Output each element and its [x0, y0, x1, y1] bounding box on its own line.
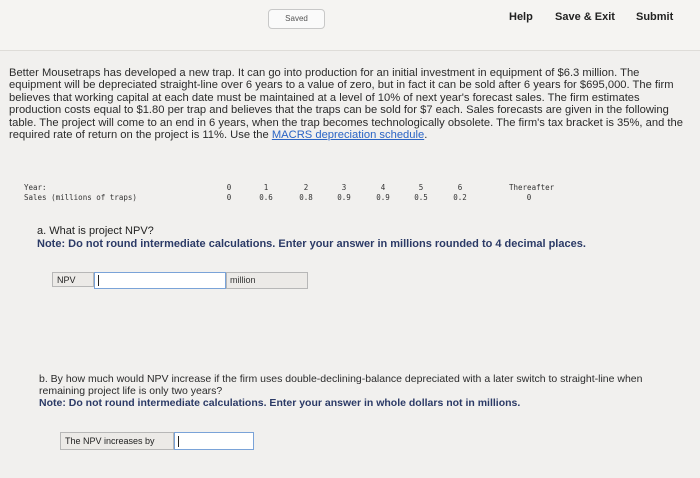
question-text	[9, 67, 689, 141]
help-button[interactable]: Help	[509, 11, 533, 23]
sales-cell: 0.9	[376, 193, 390, 202]
year-cell: 1	[263, 183, 269, 192]
part-b	[39, 373, 679, 409]
question-end: .	[424, 129, 428, 142]
year-cell: 4	[380, 183, 386, 192]
npv-increase-label: The NPV increases by	[60, 432, 174, 450]
part-a	[37, 225, 586, 251]
sales-cell: 0.6	[259, 193, 273, 202]
year-cell: Thereafter	[509, 183, 555, 192]
save-exit-button[interactable]: Save & Exit	[555, 11, 615, 23]
submit-button[interactable]: Submit	[636, 11, 674, 23]
macrs-schedule-link[interactable]: MACRS depreciation schedule	[271, 129, 425, 142]
sales-cell: 0	[226, 193, 232, 202]
npv-input[interactable]	[94, 272, 226, 289]
sales-cell: 0.2	[453, 193, 467, 202]
top-toolbar	[0, 0, 700, 51]
sales-cell: 0.9	[337, 193, 351, 202]
year-cell: 5	[418, 183, 424, 192]
sales-row-label: Sales (millions of traps)	[24, 193, 137, 202]
saved-status-badge: Saved	[268, 9, 325, 29]
question-body: Better Mousetraps has developed a new trap. It can go into production for an initial investment in equipment of $6.3 million. The equipment will be depreciated straight-line over 6 years to a value of zero, but in fact it can be sold after 6 years for $695,000. The firm believes that working capital at each date must be maintained at a level of 10% of next year's forecast sales. The firm estimates production costs equal to $1.80 per trap and believes that the traps can be sold for $7 each. Sales forecasts are given in the following table. The project will come to an end in 6 years, when the trap becomes technologically obsolete. The firm's tax bracket is 35%, and the required rate of return on the project is 11%. Use the	[9, 67, 683, 142]
part-b-question: b. By how much would NPV increase if the firm uses double-declining-balance depreciated with a later switch to straight-line when remaining project life is only two years?	[39, 373, 643, 397]
npv-increase-input[interactable]	[174, 432, 254, 450]
year-cell: 0	[226, 183, 232, 192]
part-a-note: Note: Do not round intermediate calculations. Enter your answer in millions rounded to 4 decimal places.	[37, 238, 586, 250]
year-row-label: Year:	[24, 183, 47, 192]
year-cell: 6	[457, 183, 463, 192]
part-b-note: Note: Do not round intermediate calculations. Enter your answer in whole dollars not in millions.	[39, 397, 521, 409]
million-unit-label: million	[226, 272, 308, 289]
sales-cell: 0	[526, 193, 532, 202]
npv-label: NPV	[52, 272, 94, 287]
sales-cell: 0.8	[299, 193, 313, 202]
year-cell: 3	[341, 183, 347, 192]
year-cell: 2	[303, 183, 309, 192]
part-a-question: a. What is project NPV?	[37, 225, 154, 237]
sales-cell: 0.5	[414, 193, 428, 202]
